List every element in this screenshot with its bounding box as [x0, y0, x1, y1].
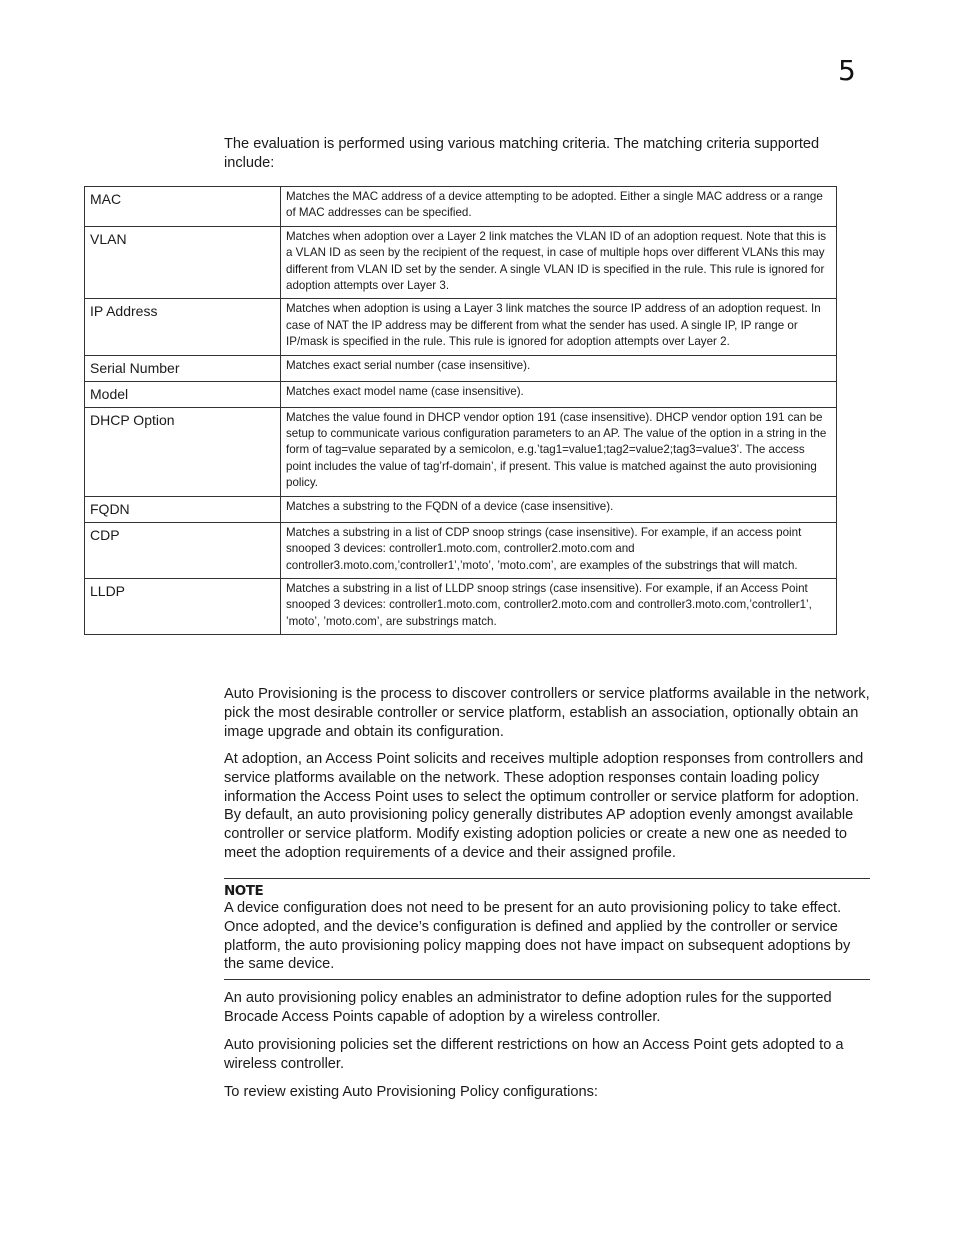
table-row	[85, 496, 837, 522]
table-row	[85, 407, 837, 496]
criteria-description: Matches exact serial number (case insensitive).	[281, 355, 837, 381]
note-box	[224, 878, 870, 980]
review-paragraph: To review existing Auto Provisioning Policy configurations:	[224, 1084, 598, 1100]
criteria-description: Matches the MAC address of a device attempting to be adopted. Either a single MAC address or a range of MAC addresses can be specified.	[281, 187, 837, 227]
table-row	[85, 299, 837, 355]
restrictions-paragraph: Auto provisioning policies set the different restrictions on how an Access Point gets adopted to a wireless controller.	[224, 1037, 844, 1072]
criteria-term: LLDP	[85, 578, 281, 634]
chapter-number: 5	[838, 54, 856, 87]
criteria-term: IP Address	[85, 299, 281, 355]
criteria-description: Matches a substring in a list of CDP snoop strings (case insensitive). For example, if an access point snooped 3 devices: controller1.moto.com, controller2.moto.com and controller3.moto.com,’controller1’,’moto’, ’moto.com’, are examples of the substrings that will match.	[281, 522, 837, 578]
criteria-term: FQDN	[85, 496, 281, 522]
matching-criteria-table	[84, 186, 837, 635]
adoption-paragraph: At adoption, an Access Point solicits and receives multiple adoption responses from controllers and service platforms available on the network. These adoption responses contain loading policy information the Access Point uses to select the optimum controller or service platform for adoption. By default, an auto provisioning policy generally distributes AP adoption evenly amongst available controller or service platform. Modify existing adoption policies or create a new one as needed to meet the adoption requirements of a device and their assigned profile.	[224, 751, 864, 861]
auto-provisioning-paragraph: Auto Provisioning is the process to discover controllers or service platforms available in the network, pick the most desirable controller or service platform, establish an association, optionally obtain an image upgrade and obtain its configuration.	[224, 686, 870, 740]
criteria-term: VLAN	[85, 226, 281, 299]
intro-paragraph: The evaluation is performed using various matching criteria. The matching criteria supported include:	[224, 136, 820, 171]
criteria-description: Matches when adoption over a Layer 2 link matches the VLAN ID of an adoption request. Note that this is a VLAN ID as seen by the recipient of the request, in case of multiple hops over different VLANs this may different from VLAN ID set by the sender. A single VLAN ID is specified in the rule. This rule is ignored for adoption attempts over Layer 3.	[281, 226, 837, 299]
criteria-term: MAC	[85, 187, 281, 227]
criteria-description: Matches a substring to the FQDN of a device (case insensitive).	[281, 496, 837, 522]
policy-paragraph: An auto provisioning policy enables an administrator to define adoption rules for the supported Brocade Access Points capable of adoption by a wireless controller.	[224, 990, 832, 1025]
criteria-description: Matches when adoption is using a Layer 3 link matches the source IP address of an adoption request. In case of NAT the IP address may be different from what the sender has used. A single IP, IP range or IP/mask is specified in the rule. This rule is ignored for adoption attempts over Layer 2.	[281, 299, 837, 355]
table-row	[85, 226, 837, 299]
note-title: NOTE	[224, 883, 264, 899]
table-row	[85, 578, 837, 634]
criteria-term: Model	[85, 381, 281, 407]
criteria-term: Serial Number	[85, 355, 281, 381]
table-row	[85, 381, 837, 407]
table-row	[85, 187, 837, 227]
criteria-description: Matches a substring in a list of LLDP snoop strings (case insensitive). For example, if an Access Point snooped 3 devices: controller1.moto.com, controller2.moto.com and controller3.moto.com,’controller1’, ’moto’, ’moto.com’, are substrings match.	[281, 578, 837, 634]
table-row	[85, 522, 837, 578]
criteria-term: DHCP Option	[85, 407, 281, 496]
note-text: A device configuration does not need to be present for an auto provisioning policy to take effect. Once adopted, and the device’s configuration is defined and applied by the controller or service platform, the auto provisioning policy mapping does not have impact on subsequent adoptions by the same device.	[224, 900, 851, 973]
table-row	[85, 355, 837, 381]
criteria-term: CDP	[85, 522, 281, 578]
criteria-description: Matches the value found in DHCP vendor option 191 (case insensitive). DHCP vendor option 191 can be setup to communicate various configuration parameters to an AP. The value of the option in a string in the form of tag=value separated by a semicolon, e.g.’tag1=value1;tag2=value2;tag3=value3’. The access point includes the value of tag’rf-domain’, if present. This value is matched against the auto provisioning policy.	[281, 407, 837, 496]
criteria-description: Matches exact model name (case insensitive).	[281, 381, 837, 407]
